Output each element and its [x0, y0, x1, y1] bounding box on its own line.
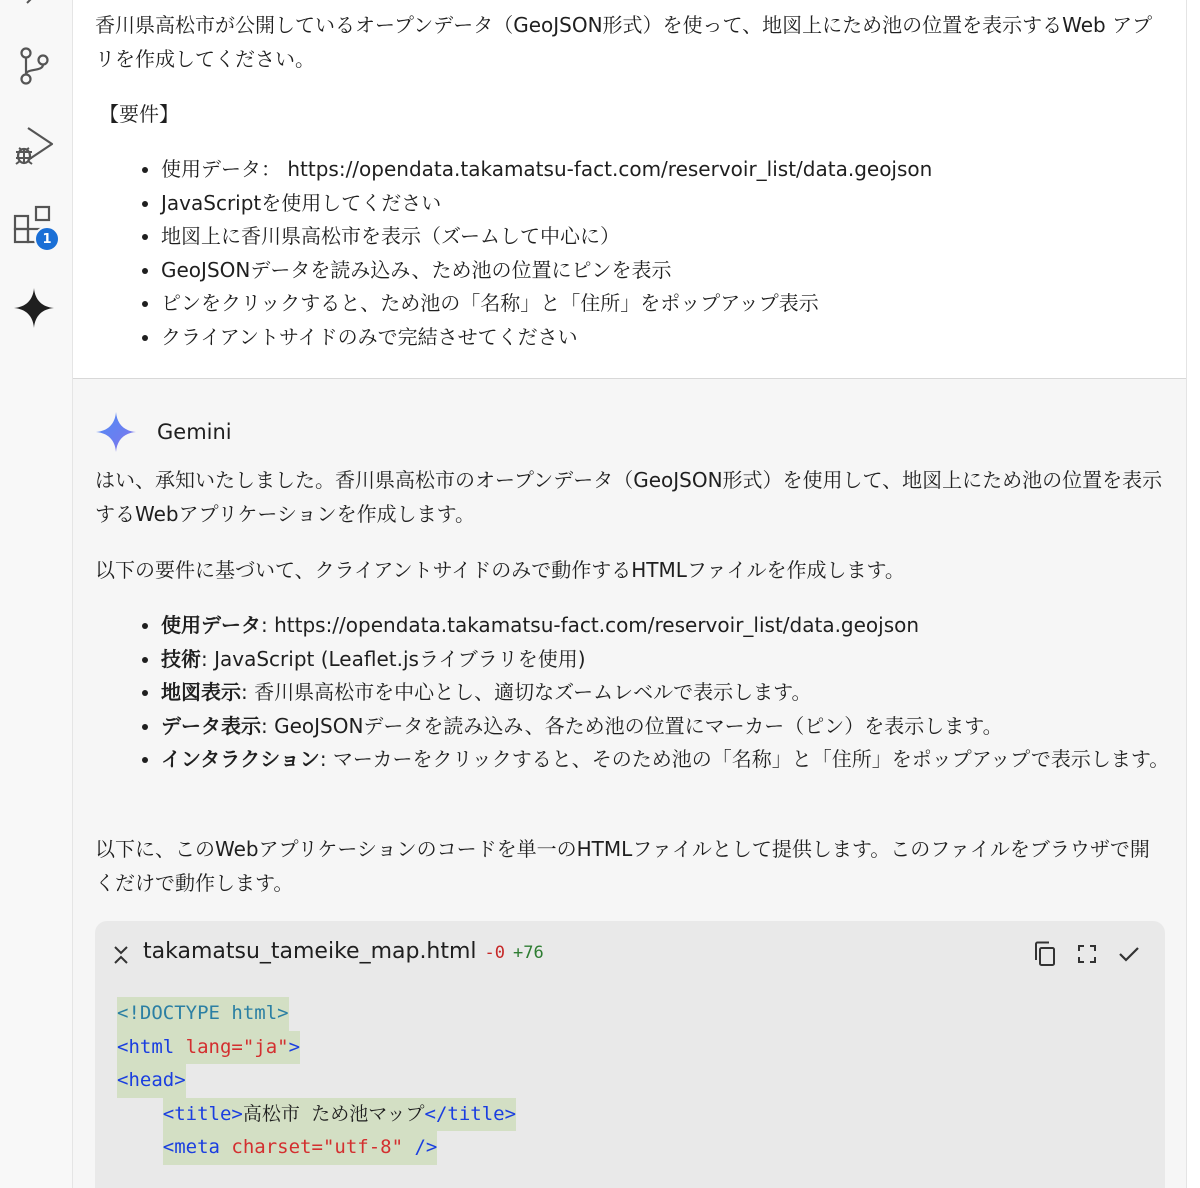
gemini-lead-text: 以下の要件に基づいて、クライアントサイドのみで動作するHTMLファイルを作成します。: [95, 558, 905, 582]
diff-added-count: +76: [513, 943, 544, 963]
requirements-heading: 【要件】: [99, 102, 179, 126]
code-line: [95, 997, 1165, 1031]
list-item: • GeoJSONデータを読み込み、ため池の位置にピンを表示: [161, 254, 1181, 288]
code-line: [95, 1064, 1165, 1098]
code-highlight: [117, 1064, 186, 1098]
list-item: • ピンをクリックすると、ため池の「名称」と「住所」をポップアップ表示: [161, 287, 1181, 321]
gemini-items-list: [139, 609, 1181, 777]
chat-panel: [73, 0, 1186, 1188]
code-line: [95, 1131, 1165, 1165]
list-item: [161, 676, 1181, 710]
gemini-sparkle-icon[interactable]: [10, 284, 58, 332]
code-line: [95, 1098, 1165, 1132]
code-actions: [1031, 939, 1143, 969]
code-line: [95, 1031, 1165, 1065]
code-token: >: [288, 1035, 301, 1058]
item-label: 使用データ: [161, 613, 261, 637]
code-token: <head>: [117, 1069, 186, 1091]
code-token: lang=: [185, 1035, 243, 1058]
list-item: • 使用データ： https://opendata.takamatsu-fact.com/reservoir_list/data.geojson: [161, 153, 1181, 187]
code-filename: takamatsu_tameike_map.html: [143, 939, 477, 964]
expand-icon[interactable]: [1073, 939, 1101, 969]
gemini-intro-text: はい、承知いたしました。香川県高松市のオープンデータ（GeoJSON形式）を使用して、地図上にため池の位置を表示するWebアプリケーションを作成します。: [95, 468, 1163, 526]
code-token: <meta: [162, 1136, 220, 1158]
gemini-message: [73, 379, 1186, 1188]
code-token: </title>: [424, 1102, 517, 1125]
list-item: [161, 710, 1181, 744]
item-text: : JavaScript (Leaflet.jsライブラリを使用): [201, 646, 586, 671]
item-text: : 香川県高松市を中心とし、適切なズームレベルで表示します。: [241, 680, 812, 704]
item-label: データ表示: [161, 713, 261, 738]
code-highlight: [163, 1131, 438, 1165]
code-token: 高松市 ため池マップ: [242, 1102, 425, 1125]
item-label: 技術: [161, 646, 201, 671]
activity-bar: [0, 0, 73, 1188]
code-token: "ja": [242, 1035, 289, 1058]
requirements-list: [139, 153, 1181, 354]
item-label: インタラクション: [161, 747, 320, 771]
explorer-icon[interactable]: [10, 0, 58, 26]
source-control-icon[interactable]: [10, 42, 58, 90]
item-text: : https://opendata.takamatsu-fact.com/reservoir_list/data.geojson: [261, 613, 920, 637]
extensions-badge: 1: [34, 226, 60, 252]
run-debug-icon[interactable]: [10, 122, 58, 170]
list-item: [161, 743, 1181, 777]
gemini-name: Gemini: [157, 420, 232, 444]
code-body: [95, 997, 1165, 1165]
code-highlight: [163, 1098, 516, 1132]
code-token: <title>: [162, 1102, 243, 1125]
accept-check-icon[interactable]: [1115, 939, 1143, 969]
code-highlight: [117, 1031, 300, 1065]
diff-removed-count: -0: [484, 943, 506, 963]
list-item: [161, 643, 1181, 677]
user-message: [73, 0, 1186, 379]
list-item: • 地図上に香川県高松市を表示（ズームして中心に）: [161, 220, 1181, 254]
code-filename-row: [143, 939, 544, 964]
code-highlight: [117, 997, 289, 1031]
list-item: • クライアントサイドのみで完結させてください: [161, 321, 1181, 355]
copy-icon[interactable]: [1031, 939, 1059, 969]
gemini-header: [95, 409, 232, 455]
gemini-outro-text: 以下に、このWebアプリケーションのコードを単一のHTMLファイルとして提供します。このファイルをブラウザで開くだけで動作します。: [95, 837, 1150, 895]
user-intro-text: 香川県高松市が公開しているオープンデータ（GeoJSON形式）を使って、地図上にため池の位置を表示するWeb アプリを作成してください。: [95, 13, 1153, 71]
code-token: <html: [117, 1035, 175, 1058]
code-token: />: [403, 1136, 438, 1158]
panel-right-edge: [1186, 0, 1200, 1188]
list-item: [161, 609, 1181, 643]
item-label: 地図表示: [161, 680, 241, 704]
code-block: [95, 921, 1165, 1188]
code-token: <!DOCTYPE html>: [117, 1002, 289, 1024]
list-item: • JavaScriptを使用してください: [161, 187, 1181, 221]
code-block-header: [95, 921, 1165, 987]
extensions-icon[interactable]: [10, 202, 58, 250]
code-token: "utf-8": [322, 1136, 404, 1158]
item-text: : GeoJSONデータを読み込み、各ため池の位置にマーカー（ピン）を表示します。: [261, 713, 1003, 738]
collapse-toggle-icon[interactable]: [111, 943, 131, 967]
code-token: charset=: [231, 1136, 323, 1158]
gemini-logo-icon: [95, 411, 137, 453]
item-text: : マーカーをクリックすると、そのため池の「名称」と「住所」をポップアップで表示します。: [319, 747, 1170, 771]
